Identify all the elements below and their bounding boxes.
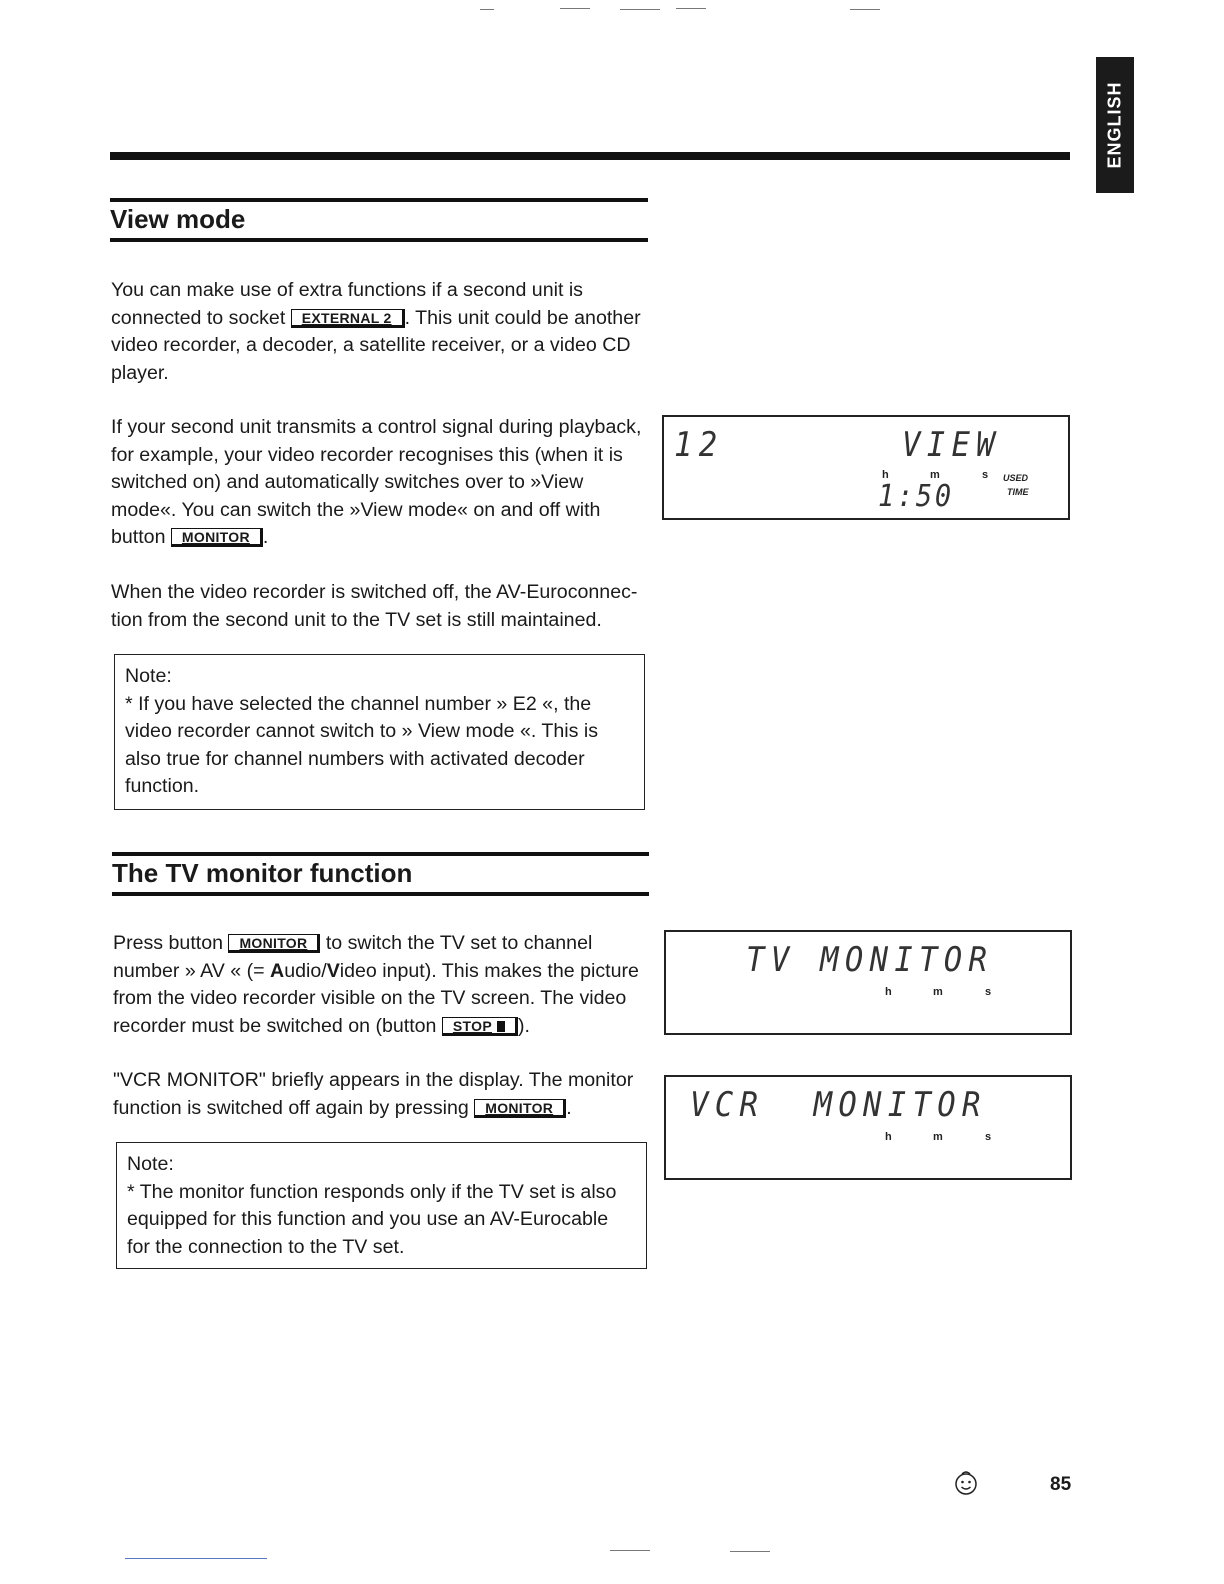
monitor-key: MONITOR bbox=[228, 934, 320, 953]
lcd-minutes-label: m bbox=[930, 469, 940, 481]
scan-speck bbox=[676, 8, 706, 9]
monitor-key: MONITOR bbox=[474, 1099, 566, 1118]
lcd-display-view bbox=[662, 415, 1070, 520]
footer-rule bbox=[125, 1558, 267, 1559]
scan-speck bbox=[620, 9, 660, 10]
lcd-time-label: TIME bbox=[1007, 487, 1029, 497]
monitor-key: MONITOR bbox=[171, 528, 263, 547]
section-heading-tv-monitor: The TV monitor function bbox=[112, 852, 649, 896]
smiley-icon bbox=[953, 1470, 979, 1496]
view-mode-paragraph-1: You can make use of extra functions if a second unit is connected to socket EXTERNAL 2 . This unit could be another video recorder, a decoder, a satellite receiver, or a video CD player. bbox=[111, 279, 641, 384]
lcd-display-vcr-monitor bbox=[664, 1075, 1072, 1180]
page-number: 85 bbox=[1050, 1474, 1072, 1495]
lcd-display-tv-monitor bbox=[664, 930, 1072, 1035]
lcd-view-text: VIEW bbox=[902, 425, 1001, 465]
lcd-seconds-label: s bbox=[985, 1131, 992, 1143]
view-mode-note bbox=[114, 654, 645, 810]
note-text: * If you have selected the channel number » E2 «, the video recorder cannot switch to » View mode «. This is also true for channel numbers with activated decoder function. bbox=[125, 692, 599, 797]
lcd-seconds-label: s bbox=[982, 469, 989, 481]
scan-speck bbox=[480, 9, 494, 10]
note-title: Note: bbox=[127, 1153, 174, 1175]
language-tab bbox=[1096, 57, 1134, 193]
view-mode-paragraph-3: When the video recorder is switched off, the AV-Euroconnection from the second unit to the TV set is still maintained. bbox=[111, 581, 638, 631]
tv-monitor-paragraph-2: "VCR MONITOR" briefly appears in the display. The monitor function is switched off again by pressing MONITOR . bbox=[113, 1069, 634, 1119]
header-rule bbox=[110, 152, 1070, 160]
lcd-used-label: USED bbox=[1003, 473, 1029, 483]
tv-monitor-note bbox=[116, 1142, 647, 1269]
view-mode-paragraph-2: If your second unit transmits a control signal during playback, for example, your video recorder recognises this (when it is switched on) and automatically switches over to »View mode«. You can switch the »View mode« on and off with button MONITOR . bbox=[111, 416, 642, 548]
lcd-hours-label: h bbox=[882, 469, 889, 481]
note-text: * The monitor function responds only if the TV set is also equipped for this function and you use an AV-Eurocable for the connection to the TV set. bbox=[127, 1180, 617, 1258]
lcd-minutes-label: m bbox=[933, 986, 943, 998]
lcd-seconds-label: s bbox=[985, 986, 992, 998]
scan-speck bbox=[610, 1550, 650, 1551]
stop-key: STOP bbox=[442, 1017, 518, 1036]
scan-speck bbox=[850, 9, 880, 10]
lcd-used-time: 1:50 bbox=[878, 479, 954, 514]
lcd-channel-number: 12 bbox=[674, 425, 724, 465]
lcd-vcr-monitor-text: VCR MONITOR bbox=[690, 1085, 987, 1125]
lcd-tv-monitor-text: TV MONITOR bbox=[746, 940, 994, 980]
note-title: Note: bbox=[125, 665, 172, 687]
scan-speck bbox=[560, 8, 590, 9]
lcd-minutes-label: m bbox=[933, 1131, 943, 1143]
tv-monitor-paragraph-1: Press button MONITOR to switch the TV set to channel number » AV « (= Audio/Video input). This makes the picture from the video recorder visible on the TV screen. The video recorder must be switched on (button STOP ). bbox=[113, 932, 639, 1037]
lcd-hours-label: h bbox=[885, 986, 892, 998]
scan-speck bbox=[730, 1551, 770, 1552]
stop-square-icon bbox=[497, 1021, 505, 1032]
section-heading-view-mode: View mode bbox=[110, 198, 648, 242]
lcd-hours-label: h bbox=[885, 1131, 892, 1143]
external-2-key: EXTERNAL 2 bbox=[291, 309, 405, 328]
language-tab-label: ENGLISH bbox=[1104, 81, 1125, 169]
